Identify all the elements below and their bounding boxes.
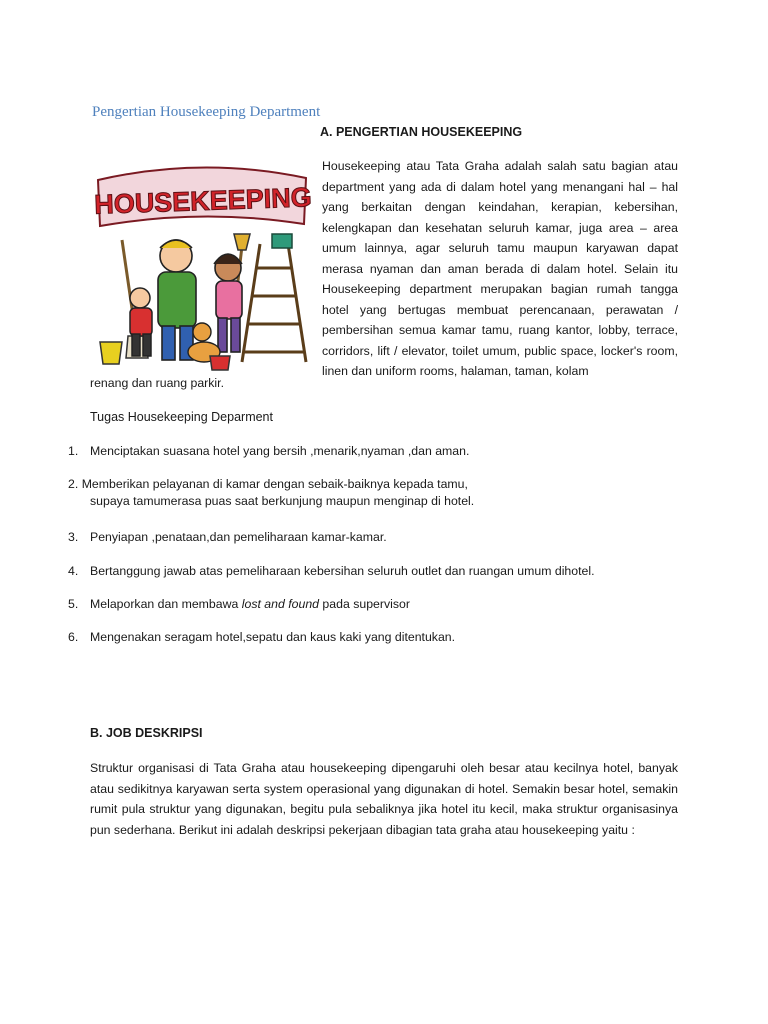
intro-paragraph-tail: renang dan ruang parkir. [90,376,224,390]
section-a-heading: A. PENGERTIAN HOUSEKEEPING [320,125,523,139]
task-text: Penyiapan ,penataan,dan pemeliharaan kamar-kamar. [90,530,387,544]
task-text: Menciptakan suasana hotel yang bersih ,menarik,nyaman ,dan aman. [90,444,470,458]
task-item-3 [68,529,387,546]
housekeeping-illustration [92,156,314,372]
task-number: 1. [68,444,79,458]
task-text: Mengenakan seragam hotel,sepatu dan kaus kaki yang ditentukan. [90,630,456,644]
section-b-paragraph: Struktur organisasi di Tata Graha atau housekeeping dipengaruhi oleh besar atau kecilnya hotel, banyak atau sedikitnya karyawan serta system operasional yang digunakan di hotel. Semakin besar hotel, semakin rumit pula struktur yang digunakan, begitu pula sebaliknya jika hotel itu kecil, maka struktur organisasinya pun sederhana. Berikut ini adalah deskripsi pekerjaan dibagian tata graha atau housekeeping yaitu : [90,761,678,837]
task-number: 2. [68,477,79,491]
task-number: 6. [68,630,79,644]
task-item-6 [68,629,455,646]
task-number: 5. [68,597,79,611]
task-item-4 [68,563,595,580]
page-title: Pengertian Housekeeping Department [92,104,321,120]
task-text: Memberikan pelayanan di kamar dengan sebaik-baiknya kepada tamu, [81,477,468,491]
task-number: 4. [68,564,79,578]
task-text-after: pada supervisor [319,597,410,611]
task-item-2 [68,476,474,510]
task-number: 3. [68,530,79,544]
banner-text: HOUSEKEEPING [93,182,313,220]
task-text: Melaporkan dan membawa [90,597,242,611]
task-item-5 [68,596,410,613]
task-text-italic: lost and found [241,597,320,611]
intro-paragraph: Housekeeping atau Tata Graha adalah salah satu bagian atau department yang ada di dalam hotel yang menangani hal – hal yang berkaitan dengan keindahan, kerapian, kebersihan, kelengkapan dan kesehatan seluruh kamar, juga area – area umum lainnya, agar seluruh tamu maupun karyawan dapat merasa nyaman dan aman berada di dalam hotel. Selain itu Housekeeping department merupakan bagian rumah tangga hotel yang bertugas membuat perencanaan, perawatan / pembersihan semua kamar tamu, ruang kantor, lobby, terrace, corridors, lift / elevator, toilet umum, public space, locker's room, linen dan uniform rooms, halaman, taman, kolam [322,159,678,378]
task-text: Bertanggung jawab atas pemeliharaan kebersihan seluruh outlet dan ruangan umum dihotel. [90,564,595,578]
task-text-continuation: supaya tamumerasa puas saat berkunjung maupun menginap di hotel. [90,494,475,508]
tugas-heading: Tugas Housekeeping Deparment [90,410,273,424]
task-item-1 [68,443,469,460]
section-b-heading: B. JOB DESKRIPSI [90,726,203,740]
